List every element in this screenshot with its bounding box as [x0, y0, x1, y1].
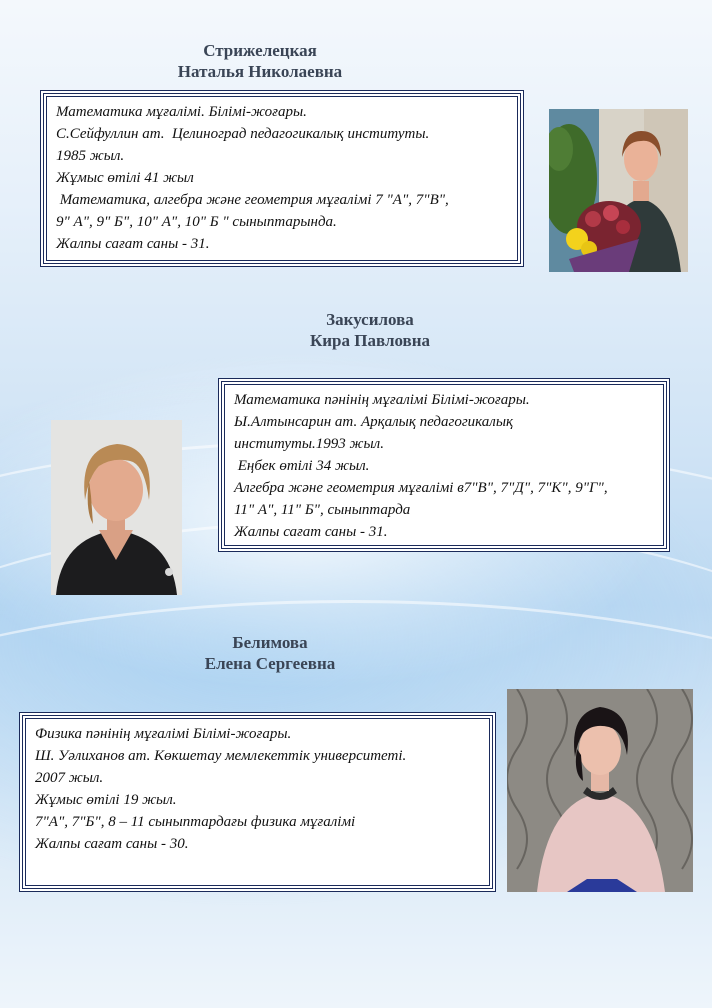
teacher-given-name: Кира Павловна	[309, 331, 431, 351]
info-line: 1985 жыл.	[56, 148, 125, 164]
teacher-name-heading	[130, 632, 410, 675]
info-line: 11" А", 11" Б", сыныптарда	[234, 502, 411, 518]
info-line: Жалпы сағат саны - 30.	[35, 836, 189, 852]
teacher-info-card	[218, 378, 670, 552]
info-line: Математика мұғалімі. Білімі-жоғары.	[56, 104, 307, 120]
teacher-name-heading	[120, 40, 400, 83]
info-line: Ш. Уәлиханов ат. Көкшетау мемлекеттік университеті.	[35, 748, 407, 764]
info-line: Физика пәнінің мұғалімі Білімі-жоғары.	[35, 726, 292, 742]
teacher-info-card	[40, 90, 524, 267]
teacher-photo	[549, 109, 688, 272]
info-line: 9" А", 9" Б", 10" А", 10" Б " сыныптарында.	[56, 214, 337, 230]
info-line: Жалпы сағат саны - 31.	[56, 236, 210, 252]
info-line: 2007 жыл.	[35, 770, 104, 786]
info-line: Жұмыс өтілі 41 жыл	[56, 170, 194, 186]
teacher-given-name: Елена Сергеевна	[204, 654, 336, 674]
teacher-info-card	[19, 712, 496, 892]
info-line: Математика пәнінің мұғалімі Білімі-жоғары.	[234, 392, 530, 408]
info-line: Жалпы сағат саны - 31.	[234, 524, 388, 540]
teacher-photo	[51, 420, 182, 595]
info-line: Алгебра және геометрия мұғалімі в7"В", 7"Д", 7"К", 9"Г",	[234, 480, 608, 496]
teacher-surname: Закусилова	[326, 310, 414, 329]
info-line: 7"А", 7"Б", 8 – 11 сыныптардағы физика мұғалімі	[35, 814, 356, 830]
info-line: Математика, алгебра және геометрия мұғалімі 7 "А", 7"В",	[56, 192, 449, 208]
info-line: Еңбек өтілі 34 жыл.	[234, 458, 370, 474]
teacher-surname: Белимова	[232, 633, 308, 652]
teacher-given-name: Наталья Николаевна	[177, 62, 343, 82]
teacher-surname: Стрижелецкая	[203, 41, 317, 60]
info-line: Жұмыс өтілі 19 жыл.	[35, 792, 177, 808]
teacher-name-heading	[230, 309, 510, 352]
info-line: Ы.Алтынсарин ат. Арқалық педагогикалық	[234, 414, 514, 430]
info-line: институты.1993 жыл.	[234, 436, 384, 452]
info-line: С.Сейфуллин ат. Целиноград педагогикалық институты.	[56, 126, 430, 142]
teacher-photo	[507, 689, 693, 892]
